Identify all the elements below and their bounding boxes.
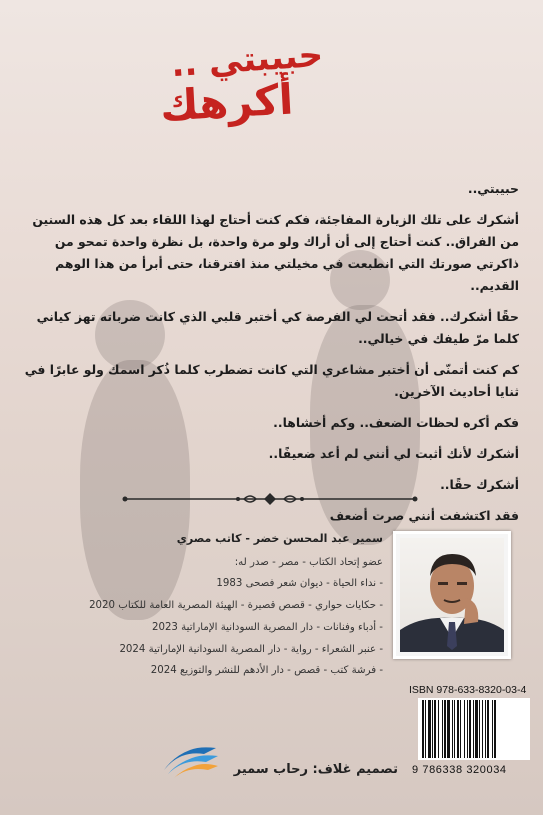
title-line-1: حبيبتي ..	[169, 34, 325, 86]
author-work: - نداء الحياة - ديوان شعر فصحى 1983	[216, 578, 383, 590]
author-work: - فرشة كتب - قصص - دار الأدهم للنشر والتوزيع 2024	[150, 665, 383, 677]
poem-line: أشكرك حقًا..	[440, 477, 519, 492]
cover-design-credit: تصميم غلاف: رحاب سمير	[233, 762, 398, 777]
title-line-2: أكرهك	[158, 74, 295, 131]
author-work: - عنبر الشعراء - رواية - دار المصرية السودانية الإماراتية 2024	[119, 643, 383, 655]
author-bio	[43, 528, 383, 682]
author-photo	[393, 531, 511, 659]
publisher-logo-icon	[160, 740, 220, 786]
poem-line: حبيبتي..	[467, 181, 519, 196]
author-work: - حكايات حواري - قصص قصيرة - الهيئة المصرية العامة للكتاب 2020	[89, 600, 383, 612]
poem-paragraph: حقًا أشكرك.. فقد أتحت لي الفرصة كي أختبر قلبي الذي كانت ضرباته تهز كياني كلما مرّ طيفك في خيالي..	[36, 309, 519, 346]
poem-paragraph: كم كنت أتمنّى أن أختبر مشاعري التي كانت تضطرب كلما ذُكر اسمك ولو عابرًا في ثنايا أحاديث الآخرين.	[24, 362, 519, 399]
barcode-icon	[418, 698, 530, 760]
ornamental-divider	[120, 491, 420, 507]
poem-line: فقد اكتشفت أنني صرت أضعف	[329, 508, 519, 523]
poem-line: فكم أكره لحظات الضعف.. وكم أخشاها..	[273, 415, 519, 430]
poem-paragraph: أشكرك على تلك الزيارة المفاجئة، فكم كنت أحتاج لهذا اللقاء بعد كل هذه السنين من الفراق.. كنت أحتاج إلى أن أراك ولو مرة واحدة، بل نظرة واحدة تمحو من ذاكرتي صورتك التي انطبعت في مخيلتي منذ افترقنا، حتى أبرأ من هذا الوهم القديم..	[32, 212, 519, 293]
poem-line: أشكرك لأنك أثبت لي أنني لم أعد ضعيفًا..	[268, 446, 519, 461]
isbn-label: ISBN 978-633-8320-03-4	[409, 684, 527, 696]
author-work: - أدباء وفنانات - دار المصرية السودانية الإماراتية 2023	[151, 621, 383, 633]
author-portrait-icon	[400, 538, 504, 652]
barcode-digits: 9 786338 320034	[412, 764, 507, 776]
author-membership: عضو إتحاد الكتاب - مصر - صدر له:	[234, 556, 383, 568]
poem-text	[24, 178, 519, 536]
author-name: سمير عبد المحسن خضر - كاتب مصري	[176, 532, 383, 545]
